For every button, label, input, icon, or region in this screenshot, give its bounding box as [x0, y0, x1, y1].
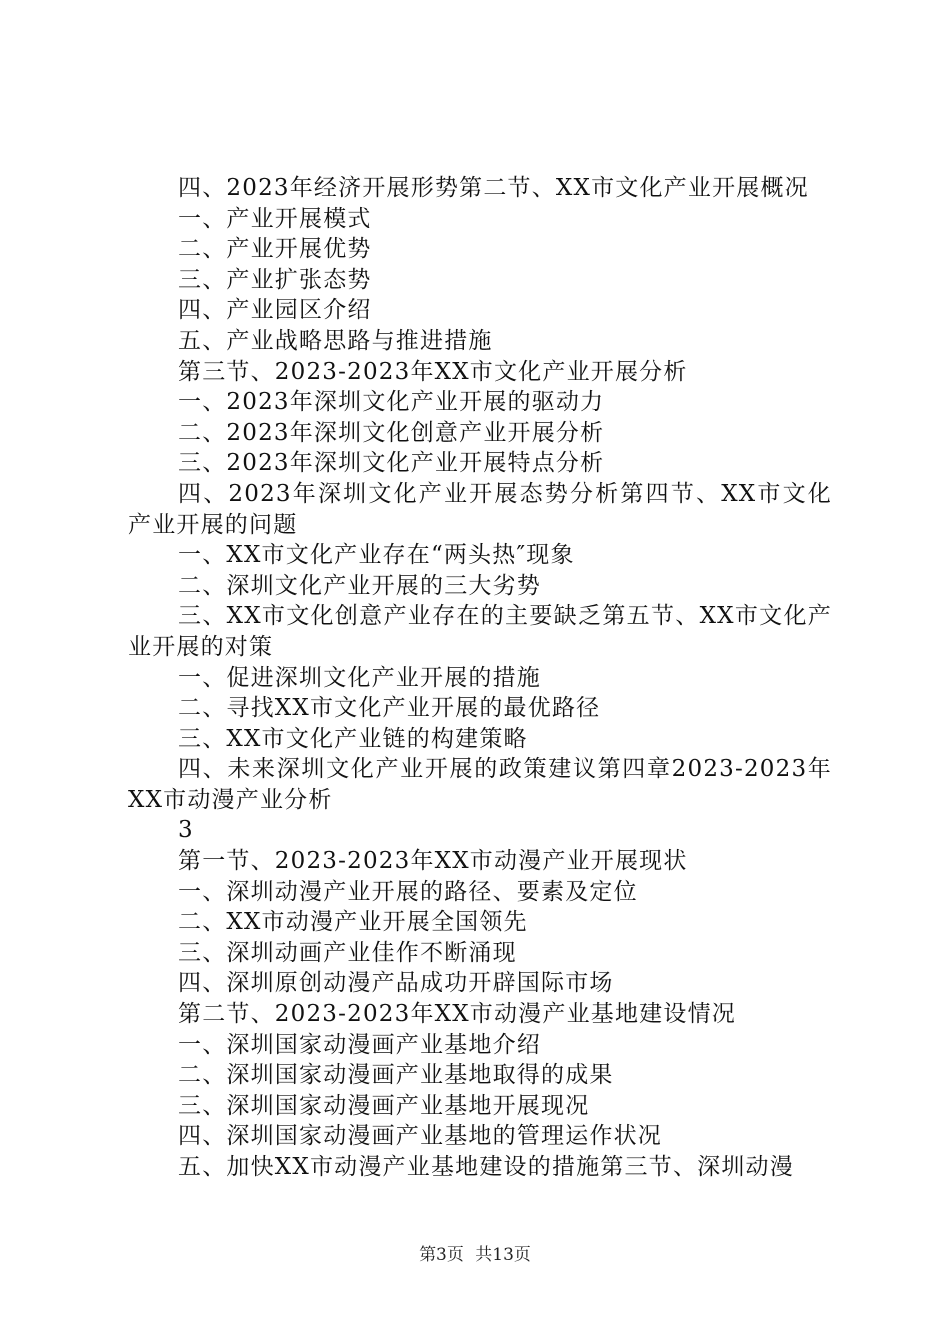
text-line: 三、深圳动画产业佳作不断涌现 [178, 939, 517, 966]
text-line: 二、2023年深圳文化创意产业开展分析 [178, 419, 605, 446]
text-line: 四、深圳国家动漫画产业基地的管理运作状况 [178, 1123, 662, 1150]
text-line: 四、产业园区介绍 [178, 297, 372, 324]
section-heading: 第二节、2023-2023年XX市动漫产业基地建设情况 [178, 1001, 736, 1028]
document-body [128, 173, 832, 1183]
text-line: 一、深圳国家动漫画产业基地介绍 [178, 1031, 541, 1058]
text-line: 二、产业开展优势 [178, 236, 372, 263]
text-line: 一、2023年深圳文化产业开展的驱动力 [178, 389, 605, 416]
text-line: 三、深圳国家动漫画产业基地开展现况 [178, 1092, 590, 1119]
text-line: 二、XX市动漫产业开展全国领先 [178, 909, 528, 936]
section-heading: 第三节、2023-2023年XX市文化产业开展分析 [178, 358, 688, 385]
text-line: 四、深圳原创动漫产品成功开辟国际市场 [178, 970, 614, 997]
text-line: 二、深圳国家动漫画产业基地取得的成果 [178, 1062, 614, 1089]
text-line: 三、XX市文化创意产业存在的主要缺乏第五节、XX市文化产业开展的对策 [128, 603, 832, 660]
text-line: 一、促进深圳文化产业开展的措施 [178, 664, 541, 691]
text-line: 三、2023年深圳文化产业开展特点分析 [178, 450, 605, 477]
page-label: 第3页 [419, 1245, 464, 1265]
text-line: 一、产业开展模式 [178, 205, 372, 232]
total-pages-label: 共13页 [475, 1245, 531, 1265]
text-line: 二、深圳文化产业开展的三大劣势 [178, 572, 541, 599]
text-line: 五、加快XX市动漫产业基地建设的措施第三节、深圳动漫 [178, 1154, 794, 1180]
text-line: 三、XX市文化产业链的构建策略 [178, 725, 528, 752]
text-line: 二、寻找XX市文化产业开展的最优路径 [178, 695, 601, 722]
text-line: 五、产业战略思路与推进措施 [178, 327, 493, 354]
text-line: 四、2023年深圳文化产业开展态势分析第四节、XX市文化产业开展的问题 [128, 480, 832, 538]
text-line: 四、未来深圳文化产业开展的政策建议第四章2023-2023年XX市动漫产业分析 [128, 756, 832, 813]
text-line: 一、深圳动漫产业开展的路径、要素及定位 [178, 878, 638, 905]
text-line: 三、产业扩张态势 [178, 266, 372, 293]
text-line: 四、2023年经济开展形势第二节、XX市文化产业开展概况 [178, 175, 809, 201]
page-number-inline: 3 [178, 817, 194, 844]
section-heading: 第一节、2023-2023年XX市动漫产业开展现状 [178, 848, 688, 875]
text-line: 一、XX市文化产业存在“两头热″现象 [178, 542, 575, 569]
page-footer [0, 1240, 950, 1265]
